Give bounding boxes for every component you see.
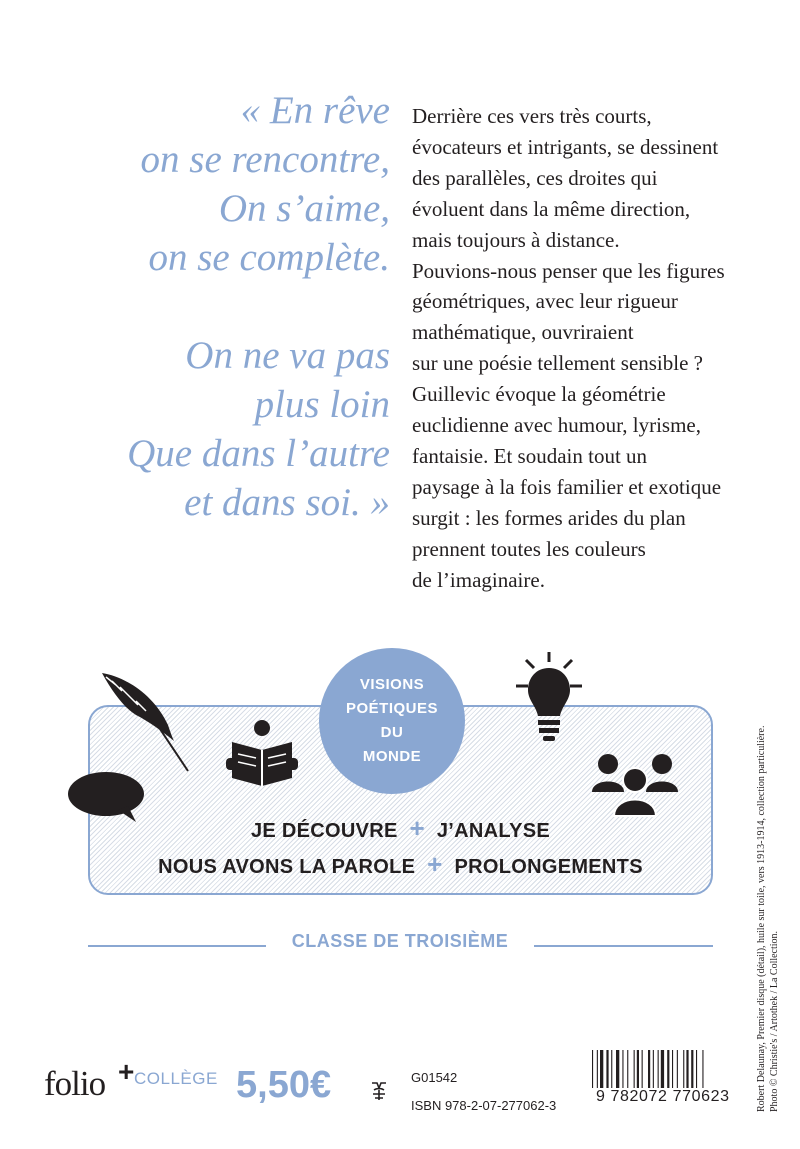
epigraph-quote: [70, 86, 390, 527]
group-icon: [592, 752, 678, 818]
collection-badge: [319, 648, 465, 794]
blurb-line: fantaisie. Et soudain tout un: [412, 443, 648, 468]
blurb-line: euclidienne avec humour, lyrisme,: [412, 413, 701, 438]
blurb-line: mathématique, ouvriraient: [412, 320, 634, 345]
blurb-line: évoluent dans la même direction,: [412, 196, 691, 221]
blurb-line: géométriques, avec leur rigueur: [412, 289, 678, 314]
quote-line: On ne va pas: [185, 334, 390, 377]
barcode-number: 9 782072 770623: [596, 1088, 730, 1105]
blurb-line: des parallèles, ces droites qui: [412, 165, 658, 190]
section-analyse: J’ANALYSE: [436, 820, 550, 842]
credit-line-1: Robert Delaunay, Premier disque (détail), huile sur toile, vers 1913-1914, collection particulière.: [756, 725, 767, 1112]
quote-line: plus loin: [254, 383, 390, 426]
quote-line: « En rêve: [240, 89, 390, 132]
credit-line-2: Photo © Christie's / Artothek / La Collection.: [769, 930, 780, 1112]
quote-line: on se rencontre,: [140, 138, 390, 181]
publisher-emblem-icon: [369, 1080, 389, 1102]
badge-line: DU: [380, 724, 404, 741]
class-level-label: CLASSE DE TROISIÈME: [291, 931, 509, 951]
isbn: ISBN 978-2-07-277062-3: [411, 1098, 557, 1113]
folio-logo: folio: [44, 1064, 106, 1103]
blurb-line: prennent toutes les couleurs: [412, 536, 646, 561]
college-label: COLLÈGE: [134, 1069, 218, 1088]
blurb-line: mais toujours à distance.: [412, 227, 620, 252]
section-extend: PROLONGEMENTS: [454, 856, 643, 878]
blurb-line: surgit : les formes arides du plan: [412, 505, 686, 530]
blurb-line: de l’imaginaire.: [412, 567, 545, 592]
barcode-icon: [590, 1050, 736, 1088]
back-cover-blurb: [412, 101, 772, 596]
quote-line: on se complète.: [148, 236, 390, 279]
blurb-line: Derrière ces vers très courts,: [412, 104, 652, 128]
plus-icon: +: [409, 813, 426, 843]
folio-plus-mark: +: [118, 1056, 135, 1087]
blurb-line: évocateurs et intrigants, se dessinent: [412, 134, 719, 159]
blurb-line: Guillevic évoque la géométrie: [412, 382, 666, 407]
section-discover: JE DÉCOUVRE: [251, 820, 398, 842]
blurb-line: Pouvions-nous penser que les figures: [412, 258, 725, 283]
quote-line: Que dans l’autre: [127, 432, 390, 475]
light-bulb-icon: [514, 650, 584, 745]
divider-right: [534, 945, 713, 947]
quote-line: et dans soi. »: [184, 481, 390, 524]
collection-sections: [88, 812, 713, 884]
quill-icon: [96, 665, 196, 775]
quote-line: On s’aime,: [218, 187, 390, 230]
reader-icon: [226, 720, 298, 792]
plus-icon: +: [427, 849, 443, 879]
quote-stanza-1: [70, 86, 390, 282]
badge-line: MONDE: [362, 748, 422, 765]
product-code-block: [411, 1064, 556, 1120]
section-speak: NOUS AVONS LA PAROLE: [158, 856, 416, 878]
price: 5,50€: [236, 1064, 332, 1106]
sections-row-1: [88, 812, 713, 848]
product-code: G01542: [411, 1070, 458, 1085]
sections-row-2: [88, 848, 713, 884]
badge-line: POÉTIQUES: [345, 700, 439, 717]
blurb-line: paysage à la fois familier et exotique: [412, 474, 722, 499]
quote-stanza-2: [70, 331, 390, 527]
divider-left: [88, 945, 266, 947]
blurb-line: sur une poésie tellement sensible ?: [412, 351, 703, 376]
image-credit: [755, 692, 781, 1112]
badge-line: VISIONS: [359, 676, 425, 693]
